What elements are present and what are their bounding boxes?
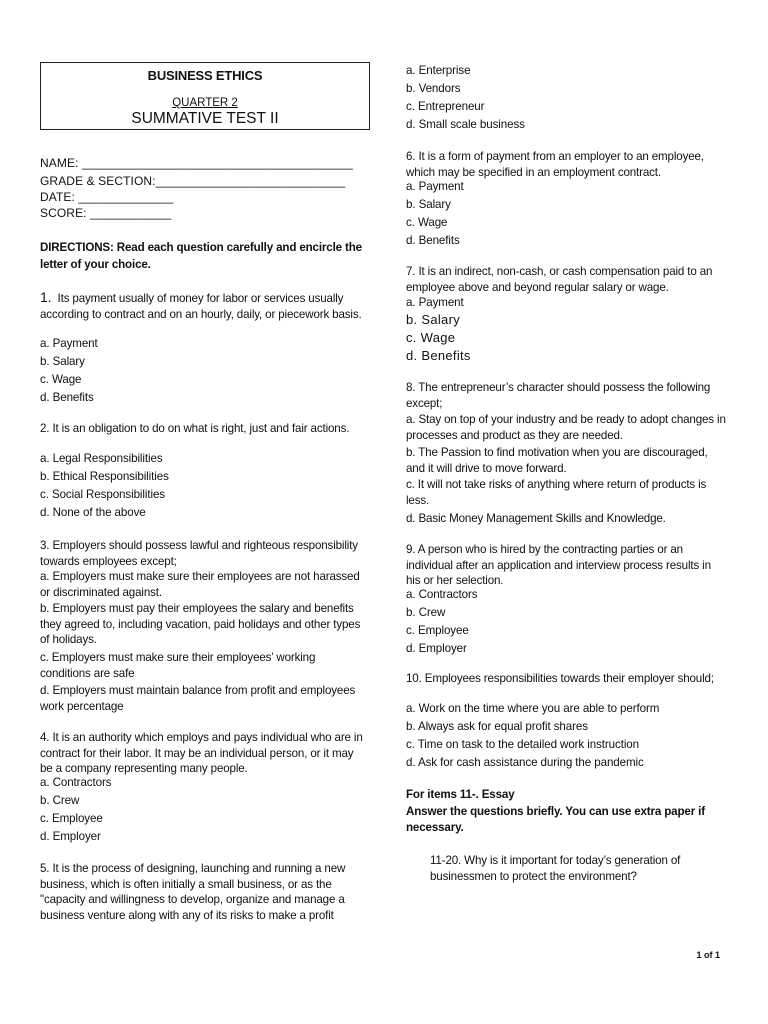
grade-section-field: GRADE & SECTION:____________________________ — [40, 174, 346, 188]
question-2: 2. It is an obligation to do on what is right, just and fair actions. — [40, 422, 350, 435]
question-6: 6. It is a form of payment from an employer to an employee, which may be specified in an employment contract. — [406, 150, 704, 179]
option: b. Always ask for equal profit shares — [406, 720, 588, 733]
quarter-label: QUARTER 2 — [172, 97, 238, 109]
option: c. Entrepreneur — [406, 100, 485, 113]
question-5: 5. It is the process of designing, launching and running a new business, which is often initially a small business, or as the "capacity and willingness to develop, organize and manage a business venture along with any of its risks to make a profit — [40, 862, 346, 922]
question-10: 10. Employees responsibilities towards their employer should; — [406, 672, 714, 685]
option: c. Employers must make sure their employees’ working conditions are safe — [40, 651, 316, 680]
option: c. Wage — [406, 216, 448, 229]
option: a. Payment — [406, 180, 464, 193]
test-title: SUMMATIVE TEST II — [131, 110, 279, 127]
question-9: 9. A person who is hired by the contracting parties or an individual after an application and interview process results in his or her selection. — [406, 543, 711, 588]
option: c. Wage — [406, 330, 456, 345]
document-title: BUSINESS ETHICS — [147, 68, 263, 83]
option-list — [406, 311, 726, 365]
option: c. Social Responsibilities — [40, 488, 165, 501]
option: b. Crew — [406, 606, 446, 619]
option: b. The Passion to find motivation when you are discouraged, and it will drive to move forward. — [406, 446, 708, 475]
option-list — [406, 62, 726, 134]
option: b. Vendors — [406, 82, 461, 95]
option: d. None of the above — [40, 506, 146, 519]
option: d. Ask for cash assistance during the pandemic — [406, 756, 644, 769]
question-1-number: 1. — [40, 289, 52, 305]
score-field: SCORE: ____________ — [40, 206, 172, 220]
option-list — [40, 335, 365, 407]
date-field: DATE: ______________ — [40, 190, 174, 204]
title-box — [40, 62, 370, 130]
question-7: 7. It is an indirect, non-cash, or cash compensation paid to an employee above and beyond regular salary or wage. — [406, 265, 713, 294]
option: a. Stay on top of your industry and be ready to adopt changes in processes and product as they are needed. — [406, 413, 726, 442]
option: a. Contractors — [406, 588, 478, 601]
question-1 — [40, 290, 365, 322]
question-4: 4. It is an authority which employs and pays individual who are in contract for their labor. It may be an individual person, or it may be a company representing many people. — [40, 731, 363, 776]
question-8: 8. The entrepreneur’s character should possess the following except; — [406, 381, 711, 410]
option-list — [406, 586, 726, 658]
option: c. Employee — [406, 624, 469, 637]
page-number: 1 of 1 — [696, 950, 720, 960]
option: c. Employee — [40, 812, 103, 825]
option: d. Small scale business — [406, 118, 525, 131]
option: d. Benefits — [406, 348, 471, 363]
question-3: 3. Employers should possess lawful and righteous responsibility towards employees except; — [40, 539, 358, 568]
name-field: NAME: ________________________________________ — [40, 156, 353, 170]
essay-heading: For items 11-. Essay — [406, 788, 515, 801]
option: d. Benefits — [406, 234, 460, 247]
option: a. Employers must make sure their employees are not harassed or discriminated against. — [40, 570, 360, 599]
option: a. Work on the time where you are able to perform — [406, 702, 660, 715]
option: a. Contractors — [40, 776, 112, 789]
option: b. Employers must pay their employees the salary and benefits they agreed to, including vacation, paid holidays and other types of holidays. — [40, 602, 361, 647]
option-list — [406, 178, 726, 250]
question-1-text: Its payment usually of money for labor or services usually according to contract and on an hourly, daily, or piecework basis. — [40, 292, 362, 321]
option: c. It will not take risks of anything where return of products is less. — [406, 478, 707, 507]
option: a. Payment — [406, 296, 464, 309]
option-list — [406, 700, 726, 772]
option: b. Salary — [40, 355, 85, 368]
directions: DIRECTIONS: Read each question carefully and encircle the letter of your choice. — [40, 241, 362, 271]
option: c. Wage — [40, 373, 82, 386]
option: c. Time on task to the detailed work instruction — [406, 738, 639, 751]
option: d. Employer — [406, 642, 467, 655]
essay-instructions: Answer the questions briefly. You can use extra paper if necessary. — [406, 805, 705, 834]
option-list — [40, 450, 365, 522]
option: b. Salary — [406, 312, 461, 327]
option: a. Enterprise — [406, 64, 471, 77]
option: a. Payment — [40, 337, 98, 350]
option-list — [40, 774, 365, 846]
option: a. Legal Responsibilities — [40, 452, 163, 465]
option: d. Benefits — [40, 391, 94, 404]
option: b. Ethical Responsibilities — [40, 470, 169, 483]
option: d. Employer — [40, 830, 101, 843]
option: b. Salary — [406, 198, 451, 211]
option: b. Crew — [40, 794, 80, 807]
option: d. Basic Money Management Skills and Knowledge. — [406, 512, 666, 525]
option: d. Employers must maintain balance from profit and employees work percentage — [40, 684, 356, 713]
essay-question: 11-20. Why is it important for today’s generation of businessmen to protect the environment? — [430, 854, 681, 883]
